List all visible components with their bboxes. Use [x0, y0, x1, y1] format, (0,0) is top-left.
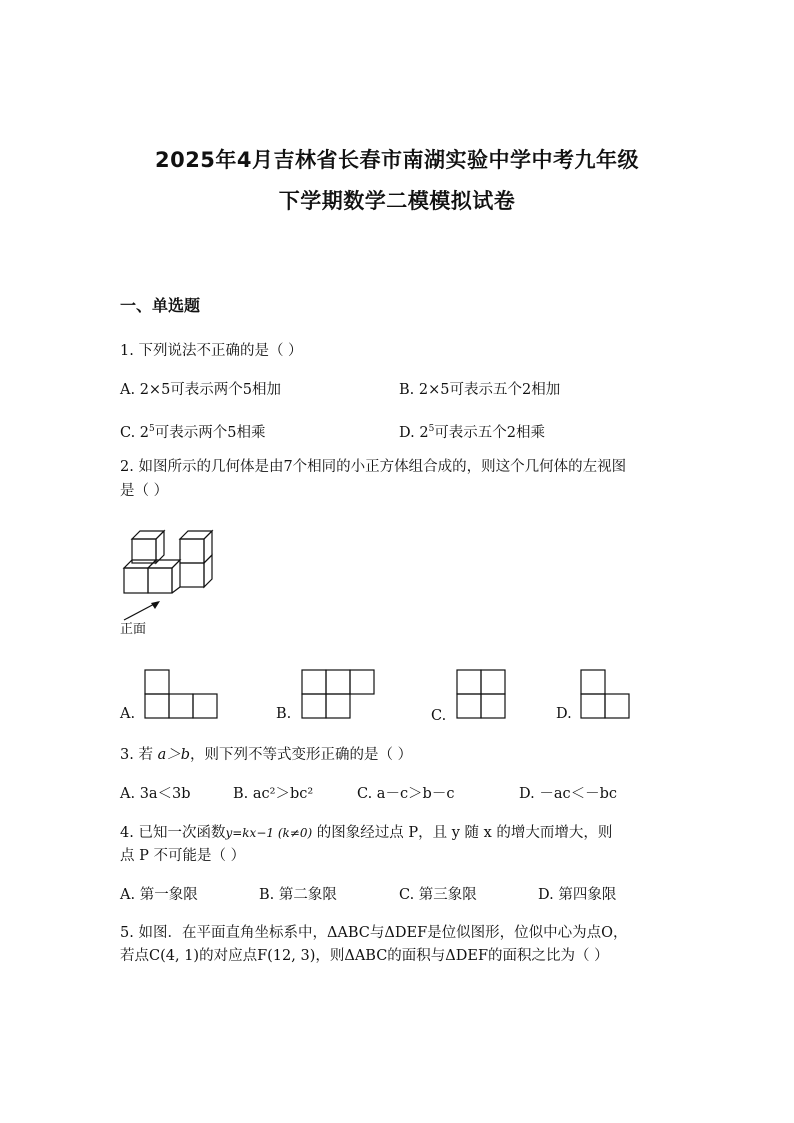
q2-option-c-figure[interactable]	[456, 668, 508, 720]
cube-solid-figure	[118, 525, 218, 600]
exam-title-line1: 2025年4月吉林省长春市南湖实验中学中考九年级	[154, 148, 640, 172]
q2-option-a-figure[interactable]	[144, 668, 220, 720]
q2-stem-line2: 是（ ）	[120, 483, 169, 499]
exam-title-line2: 下学期数学二模模拟试卷	[278, 189, 516, 213]
q1-option-d-base: D. 2	[399, 425, 429, 441]
q1-option-b: B. 2×5可表示五个2相加	[399, 382, 561, 398]
q1-option-c-text: 可表示两个5相乘	[154, 425, 266, 441]
q1-stem: 1. 下列说法不正确的是（ ）	[120, 343, 303, 359]
q1-option-c-exponent: 5	[149, 424, 155, 434]
q4-option-b: B. 第二象限	[259, 887, 337, 903]
q3-option-d: D. －ac＜－bc	[519, 786, 617, 802]
q3-option-b: B. ac²＞bc²	[233, 786, 314, 802]
q3-stem-prefix: 3. 若	[120, 747, 158, 763]
q2-option-b-figure[interactable]	[301, 668, 377, 720]
q2-option-d-label[interactable]: D.	[556, 706, 572, 722]
q3-option-a: A. 3a＜3b	[120, 786, 191, 802]
q5-stem-line2: 若点C(4, 1)的对应点F(12, 3)，则ΔABC的面积与ΔDEF的面积之比为（ ）	[120, 948, 609, 964]
q2-stem-line1: 2. 如图所示的几何体是由7个相同的小正方体组合成的，则这个几何体的左视图	[120, 459, 627, 475]
q4-stem-prefix: 4. 已知一次函数	[120, 825, 226, 841]
q3-stem	[120, 745, 412, 765]
q2-option-d-figure[interactable]	[580, 668, 632, 720]
q1-option-c	[120, 419, 266, 443]
q1-option-c-base: C. 2	[120, 425, 150, 441]
q2-option-b-label[interactable]: B.	[276, 706, 292, 722]
q1-option-a: A. 2×5可表示两个5相加	[120, 382, 282, 398]
q3-stem-condition: a＞b	[157, 747, 190, 763]
q1-option-d-text: 可表示五个2相乘	[434, 425, 546, 441]
q4-option-c: C. 第三象限	[399, 887, 477, 903]
front-label: 正面	[120, 622, 147, 637]
q5-stem-line1: 5. 如图．在平面直角坐标系中，ΔABC与ΔDEF是位似图形，位似中心为点O，	[120, 925, 628, 941]
section-heading: 一、单选题	[120, 296, 201, 315]
q3-option-c: C. a－c＞b－c	[357, 786, 455, 802]
q4-stem-line1	[120, 823, 612, 843]
q4-function-formula: y=kx−1 (k≠0)	[225, 826, 313, 840]
q4-option-d: D. 第四象限	[538, 887, 617, 903]
q4-option-a: A. 第一象限	[120, 887, 198, 903]
q1-option-d	[399, 419, 545, 443]
q4-stem-text: 的图象经过点 P，且 y 随 x 的增大而增大，则	[312, 825, 613, 841]
q4-stem-line2: 点 P 不可能是（ ）	[120, 848, 246, 864]
q2-option-c-label[interactable]: C.	[431, 708, 447, 724]
q1-option-d-exponent: 5	[428, 424, 435, 434]
q2-option-a-label[interactable]: A.	[120, 706, 136, 722]
q3-stem-text: ，则下列不等式变形正确的是（ ）	[190, 747, 413, 763]
